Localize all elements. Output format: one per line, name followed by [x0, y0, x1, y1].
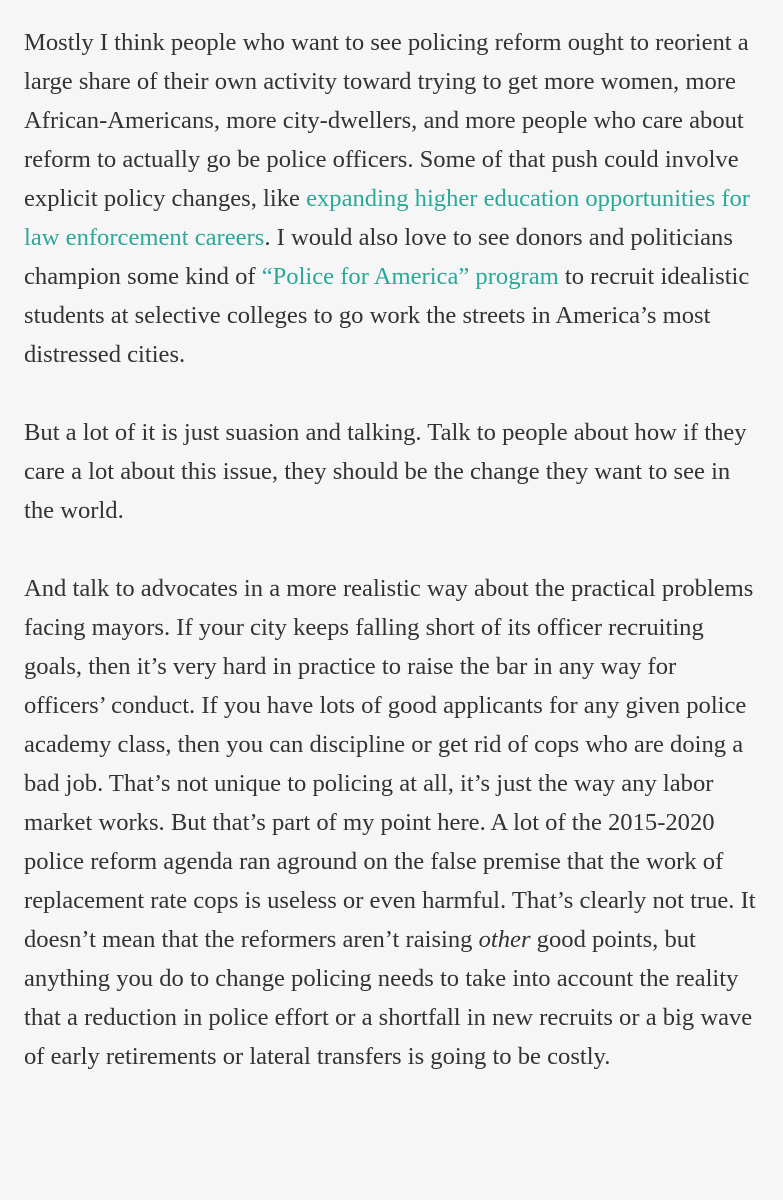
- paragraph-text: . I would also love to see donors and politicians champion some kind of: [24, 224, 733, 290]
- emphasis-text: other: [478, 926, 531, 953]
- paragraph-2: [24, 413, 763, 530]
- link-higher-education-opportunities[interactable]: expanding higher education opportunities for law enforcement careers: [24, 185, 750, 251]
- link-police-for-america-program[interactable]: “Police for America” program: [261, 263, 559, 290]
- paragraph-text: to recruit idealistic students at selective colleges to go work the streets in America’s most distressed cities.: [24, 263, 750, 368]
- paragraph-3: [24, 569, 763, 1076]
- paragraph-1: [24, 23, 763, 374]
- paragraph-text: Mostly I think people who want to see policing reform ought to reorient a large share of their own activity toward trying to get more women, more African-Americans, more city-dwellers, and more people who care about reform to actually go be police officers. Some of that push could involve explicit policy changes, like: [24, 29, 749, 212]
- paragraph-text: But a lot of it is just suasion and talking. Talk to people about how if they care a lot about this issue, they should be the change they want to see in the world.: [24, 419, 747, 524]
- paragraph-text: good points, but anything you do to change policing needs to take into account the reality that a reduction in police effort or a shortfall in new recruits or a big wave of early retirements or lateral transfers is going to be costly.: [24, 926, 753, 1070]
- paragraph-text: And talk to advocates in a more realistic way about the practical problems facing mayors. If your city keeps falling short of its officer recruiting goals, then it’s very hard in practice to raise the bar in any way for officers’ conduct. If you have lots of good applicants for any given police academy class, then you can discipline or get rid of cops who are doing a bad job. That’s not unique to policing at all, it’s just the way any labor market works. But that’s part of my point here. A lot of the 2015-2020 police reform agenda ran aground on the false premise that the work of replacement rate cops is useless or even harmful. That’s clearly not true. It doesn’t mean that the reformers aren’t raising: [24, 575, 756, 953]
